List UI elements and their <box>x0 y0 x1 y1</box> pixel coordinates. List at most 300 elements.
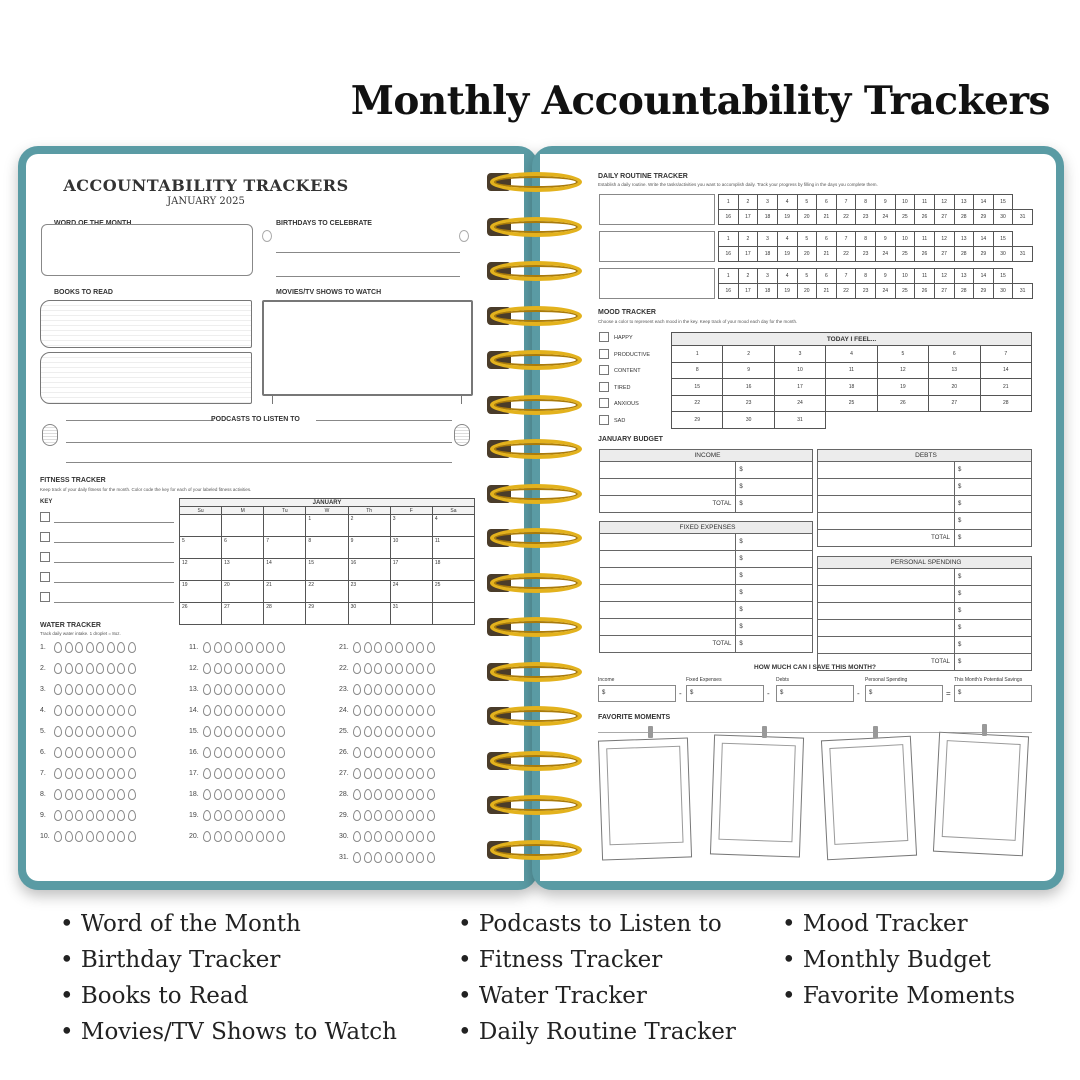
droplet-icon[interactable] <box>385 810 393 821</box>
save-input[interactable]: $ <box>776 685 854 702</box>
calendar-day[interactable]: 12 <box>180 559 222 581</box>
droplet-icon[interactable] <box>117 747 125 758</box>
droplet-icon[interactable] <box>406 810 414 821</box>
droplet-icon[interactable] <box>266 663 274 674</box>
droplet-icon[interactable] <box>117 705 125 716</box>
routine-day-cell[interactable]: 20 <box>797 284 817 299</box>
droplet-icon[interactable] <box>364 831 372 842</box>
budget-table[interactable] <box>599 521 813 653</box>
droplet-icon[interactable] <box>353 768 361 779</box>
droplet-icon[interactable] <box>427 831 435 842</box>
mood-day-cell[interactable]: 28 <box>980 395 1031 412</box>
droplet-icon[interactable] <box>266 726 274 737</box>
budget-item-cell[interactable] <box>818 620 955 637</box>
calendar-day[interactable]: 14 <box>264 559 306 581</box>
droplet-icon[interactable] <box>128 768 136 779</box>
droplet-icon[interactable] <box>65 747 73 758</box>
droplet-icon[interactable] <box>54 726 62 737</box>
droplet-icon[interactable] <box>374 642 382 653</box>
droplet-icon[interactable] <box>128 726 136 737</box>
droplet-icon[interactable] <box>235 684 243 695</box>
droplet-icon[interactable] <box>86 663 94 674</box>
droplet-icon[interactable] <box>256 789 264 800</box>
mood-day-cell[interactable]: 11 <box>826 362 877 379</box>
droplet-icon[interactable] <box>75 642 83 653</box>
droplet-icon[interactable] <box>107 747 115 758</box>
droplet-icon[interactable] <box>96 642 104 653</box>
droplet-icon[interactable] <box>353 663 361 674</box>
budget-amount-cell[interactable]: $ <box>954 603 1031 620</box>
droplet-icon[interactable] <box>385 768 393 779</box>
droplet-icon[interactable] <box>353 747 361 758</box>
save-input[interactable]: $ <box>686 685 764 702</box>
routine-day-cell[interactable]: 10 <box>895 232 915 247</box>
droplet-icon[interactable] <box>214 768 222 779</box>
droplet-icon[interactable] <box>385 852 393 863</box>
droplet-icon[interactable] <box>256 684 264 695</box>
routine-day-cell[interactable]: 14 <box>974 195 994 210</box>
droplet-icon[interactable] <box>374 726 382 737</box>
routine-day-cell[interactable]: 26 <box>915 284 935 299</box>
mood-day-cell[interactable]: 16 <box>723 379 774 396</box>
droplet-icon[interactable] <box>266 789 274 800</box>
calendar-day[interactable]: 7 <box>264 537 306 559</box>
mood-color-box[interactable] <box>599 332 609 342</box>
droplet-icon[interactable] <box>277 831 285 842</box>
droplet-icon[interactable] <box>364 768 372 779</box>
droplet-icon[interactable] <box>416 831 424 842</box>
calendar-day[interactable]: 13 <box>222 559 264 581</box>
droplet-icon[interactable] <box>128 831 136 842</box>
droplet-icon[interactable] <box>65 831 73 842</box>
droplet-icon[interactable] <box>75 810 83 821</box>
droplet-icon[interactable] <box>65 642 73 653</box>
droplet-icon[interactable] <box>54 642 62 653</box>
routine-day-cell[interactable]: 28 <box>954 284 974 299</box>
calendar-day[interactable]: 1 <box>306 515 348 537</box>
routine-day-cell[interactable]: 22 <box>836 210 856 225</box>
mood-day-cell[interactable]: 14 <box>980 362 1031 379</box>
routine-day-cell[interactable]: 31 <box>1013 284 1033 299</box>
droplet-icon[interactable] <box>374 663 382 674</box>
droplet-icon[interactable] <box>395 663 403 674</box>
routine-day-cell[interactable]: 16 <box>719 210 739 225</box>
droplet-icon[interactable] <box>86 726 94 737</box>
mood-day-cell[interactable]: 1 <box>672 346 723 363</box>
budget-amount-cell[interactable]: $ <box>954 586 1031 603</box>
droplet-icon[interactable] <box>54 831 62 842</box>
droplet-icon[interactable] <box>214 705 222 716</box>
droplet-icon[interactable] <box>96 747 104 758</box>
mood-day-cell[interactable]: 30 <box>723 412 774 429</box>
budget-amount-cell[interactable]: $ <box>954 496 1031 513</box>
routine-day-cell[interactable]: 18 <box>758 247 778 262</box>
routine-day-cell[interactable]: 20 <box>797 247 817 262</box>
droplet-icon[interactable] <box>54 684 62 695</box>
budget-amount-cell[interactable]: $ <box>736 479 813 496</box>
mood-day-cell[interactable]: 23 <box>723 395 774 412</box>
droplet-icon[interactable] <box>427 789 435 800</box>
routine-day-cell[interactable]: 2 <box>738 269 758 284</box>
droplet-icon[interactable] <box>96 789 104 800</box>
mood-day-cell[interactable] <box>877 412 928 429</box>
droplet-icon[interactable] <box>128 810 136 821</box>
droplet-icon[interactable] <box>266 684 274 695</box>
droplet-icon[interactable] <box>374 705 382 716</box>
routine-day-cell[interactable]: 31 <box>1013 247 1033 262</box>
droplet-icon[interactable] <box>75 831 83 842</box>
calendar-day[interactable]: 21 <box>264 581 306 603</box>
routine-day-cell[interactable]: 4 <box>777 195 797 210</box>
mood-day-cell[interactable]: 12 <box>877 362 928 379</box>
droplet-icon[interactable] <box>235 768 243 779</box>
droplet-icon[interactable] <box>203 684 211 695</box>
droplet-icon[interactable] <box>364 684 372 695</box>
mood-day-cell[interactable]: 21 <box>980 379 1031 396</box>
mood-day-cell[interactable] <box>929 412 980 429</box>
mood-day-cell[interactable]: 20 <box>929 379 980 396</box>
routine-day-cell[interactable]: 1 <box>719 269 739 284</box>
routine-day-cell[interactable]: 13 <box>954 195 974 210</box>
word-of-month-box[interactable] <box>41 224 253 276</box>
calendar-day[interactable]: 30 <box>348 603 390 625</box>
routine-day-cell[interactable]: 6 <box>817 232 837 247</box>
droplet-icon[interactable] <box>235 726 243 737</box>
routine-day-cell[interactable]: 23 <box>856 284 876 299</box>
routine-day-cell[interactable]: 13 <box>954 269 974 284</box>
droplet-icon[interactable] <box>65 726 73 737</box>
droplet-icon[interactable] <box>75 705 83 716</box>
mood-color-box[interactable] <box>599 398 609 408</box>
droplet-icon[interactable] <box>416 684 424 695</box>
droplet-icon[interactable] <box>54 810 62 821</box>
routine-day-cell[interactable]: 25 <box>895 284 915 299</box>
droplet-icon[interactable] <box>214 810 222 821</box>
routine-day-cell[interactable]: 7 <box>836 195 856 210</box>
droplet-icon[interactable] <box>107 642 115 653</box>
routine-day-cell[interactable]: 8 <box>856 195 876 210</box>
droplet-icon[interactable] <box>224 747 232 758</box>
droplet-icon[interactable] <box>353 684 361 695</box>
droplet-icon[interactable] <box>86 705 94 716</box>
droplet-icon[interactable] <box>374 789 382 800</box>
routine-day-cell[interactable]: 21 <box>817 247 837 262</box>
routine-day-cell[interactable]: 27 <box>934 284 954 299</box>
routine-day-cell[interactable]: 19 <box>777 284 797 299</box>
droplet-icon[interactable] <box>235 810 243 821</box>
routine-day-cell[interactable]: 4 <box>777 232 797 247</box>
droplet-icon[interactable] <box>364 852 372 863</box>
mood-day-cell[interactable]: 7 <box>980 346 1031 363</box>
key-checkbox[interactable] <box>40 572 50 582</box>
routine-day-cell[interactable]: 13 <box>954 232 974 247</box>
droplet-icon[interactable] <box>256 747 264 758</box>
droplet-icon[interactable] <box>406 684 414 695</box>
droplet-icon[interactable] <box>235 663 243 674</box>
routine-day-cell[interactable]: 7 <box>836 269 856 284</box>
droplet-icon[interactable] <box>374 747 382 758</box>
droplet-icon[interactable] <box>406 789 414 800</box>
calendar-day[interactable]: 15 <box>306 559 348 581</box>
droplet-icon[interactable] <box>245 663 253 674</box>
droplet-icon[interactable] <box>75 789 83 800</box>
birthday-line[interactable] <box>276 252 460 253</box>
droplet-icon[interactable] <box>427 726 435 737</box>
droplet-icon[interactable] <box>374 852 382 863</box>
mood-day-cell[interactable]: 8 <box>672 362 723 379</box>
droplet-icon[interactable] <box>277 726 285 737</box>
droplet-icon[interactable] <box>128 789 136 800</box>
droplet-icon[interactable] <box>353 810 361 821</box>
droplet-icon[interactable] <box>266 831 274 842</box>
droplet-icon[interactable] <box>385 747 393 758</box>
mood-day-cell[interactable]: 2 <box>723 346 774 363</box>
droplet-icon[interactable] <box>86 747 94 758</box>
routine-day-cell[interactable]: 11 <box>915 269 935 284</box>
calendar-day[interactable]: 31 <box>390 603 432 625</box>
routine-day-cell[interactable]: 6 <box>817 269 837 284</box>
droplet-icon[interactable] <box>128 705 136 716</box>
mood-color-box[interactable] <box>599 382 609 392</box>
droplet-icon[interactable] <box>86 642 94 653</box>
droplet-icon[interactable] <box>416 642 424 653</box>
calendar-day[interactable]: 2 <box>348 515 390 537</box>
droplet-icon[interactable] <box>117 768 125 779</box>
droplet-icon[interactable] <box>395 789 403 800</box>
photo-frame[interactable] <box>933 732 1029 857</box>
routine-day-cell[interactable]: 6 <box>817 195 837 210</box>
podcast-line[interactable] <box>66 442 452 443</box>
droplet-icon[interactable] <box>266 810 274 821</box>
calendar-day[interactable]: 3 <box>390 515 432 537</box>
droplet-icon[interactable] <box>117 831 125 842</box>
droplet-icon[interactable] <box>277 789 285 800</box>
droplet-icon[interactable] <box>65 810 73 821</box>
photo-frame[interactable] <box>598 737 692 860</box>
droplet-icon[interactable] <box>395 831 403 842</box>
mood-day-cell[interactable]: 24 <box>774 395 825 412</box>
droplet-icon[interactable] <box>75 747 83 758</box>
routine-task-box[interactable] <box>599 194 715 225</box>
droplet-icon[interactable] <box>224 642 232 653</box>
mood-day-cell[interactable] <box>826 412 877 429</box>
droplet-icon[interactable] <box>107 684 115 695</box>
droplet-icon[interactable] <box>65 768 73 779</box>
routine-day-cell[interactable]: 18 <box>758 284 778 299</box>
routine-day-cell[interactable]: 5 <box>797 269 817 284</box>
routine-day-cell[interactable]: 16 <box>719 247 739 262</box>
droplet-icon[interactable] <box>385 831 393 842</box>
droplet-icon[interactable] <box>364 726 372 737</box>
routine-day-cell[interactable]: 12 <box>934 232 954 247</box>
droplet-icon[interactable] <box>427 705 435 716</box>
calendar-day[interactable]: 19 <box>180 581 222 603</box>
routine-day-cell[interactable]: 1 <box>719 232 739 247</box>
routine-day-cell[interactable]: 11 <box>915 195 935 210</box>
mood-day-cell[interactable]: 31 <box>774 412 825 429</box>
droplet-icon[interactable] <box>385 663 393 674</box>
save-input[interactable]: $ <box>598 685 676 702</box>
routine-day-cell[interactable]: 31 <box>1013 210 1033 225</box>
routine-day-cell[interactable]: 9 <box>876 269 896 284</box>
droplet-icon[interactable] <box>75 726 83 737</box>
photo-frame[interactable] <box>821 736 917 861</box>
routine-day-grid[interactable] <box>718 231 1033 262</box>
droplet-icon[interactable] <box>235 705 243 716</box>
routine-day-cell[interactable]: 29 <box>974 247 994 262</box>
calendar-day[interactable]: 27 <box>222 603 264 625</box>
budget-amount-cell[interactable]: $ <box>736 534 813 551</box>
droplet-icon[interactable] <box>107 810 115 821</box>
droplet-icon[interactable] <box>117 789 125 800</box>
droplet-icon[interactable] <box>203 663 211 674</box>
droplet-icon[interactable] <box>256 705 264 716</box>
droplet-icon[interactable] <box>256 768 264 779</box>
mood-color-box[interactable] <box>599 365 609 375</box>
droplet-icon[interactable] <box>117 726 125 737</box>
mood-day-cell[interactable]: 22 <box>672 395 723 412</box>
droplet-icon[interactable] <box>75 768 83 779</box>
budget-item-cell[interactable] <box>818 569 955 586</box>
routine-day-cell[interactable]: 1 <box>719 195 739 210</box>
droplet-icon[interactable] <box>224 831 232 842</box>
droplet-icon[interactable] <box>214 684 222 695</box>
droplet-icon[interactable] <box>256 663 264 674</box>
routine-day-cell[interactable]: 18 <box>758 210 778 225</box>
key-checkbox[interactable] <box>40 532 50 542</box>
droplet-icon[interactable] <box>427 852 435 863</box>
droplet-icon[interactable] <box>214 726 222 737</box>
droplet-icon[interactable] <box>224 663 232 674</box>
droplet-icon[interactable] <box>245 642 253 653</box>
droplet-icon[interactable] <box>395 642 403 653</box>
droplet-icon[interactable] <box>406 705 414 716</box>
droplet-icon[interactable] <box>107 726 115 737</box>
mood-color-box[interactable] <box>599 415 609 425</box>
mood-day-cell[interactable]: 25 <box>826 395 877 412</box>
key-checkbox[interactable] <box>40 552 50 562</box>
droplet-icon[interactable] <box>96 663 104 674</box>
calendar-day[interactable]: 20 <box>222 581 264 603</box>
routine-day-cell[interactable]: 3 <box>758 232 778 247</box>
droplet-icon[interactable] <box>427 684 435 695</box>
routine-day-cell[interactable]: 12 <box>934 195 954 210</box>
droplet-icon[interactable] <box>416 789 424 800</box>
droplet-icon[interactable] <box>374 831 382 842</box>
droplet-icon[interactable] <box>107 831 115 842</box>
droplet-icon[interactable] <box>75 663 83 674</box>
droplet-icon[interactable] <box>385 705 393 716</box>
droplet-icon[interactable] <box>128 663 136 674</box>
calendar-day[interactable]: 8 <box>306 537 348 559</box>
droplet-icon[interactable] <box>277 747 285 758</box>
droplet-icon[interactable] <box>245 768 253 779</box>
droplet-icon[interactable] <box>203 747 211 758</box>
budget-amount-cell[interactable]: $ <box>736 551 813 568</box>
droplet-icon[interactable] <box>266 642 274 653</box>
droplet-icon[interactable] <box>224 705 232 716</box>
droplet-icon[interactable] <box>54 768 62 779</box>
calendar-day[interactable]: 26 <box>180 603 222 625</box>
calendar-day[interactable] <box>432 603 474 625</box>
mood-day-cell[interactable]: 17 <box>774 379 825 396</box>
droplet-icon[interactable] <box>353 726 361 737</box>
droplet-icon[interactable] <box>65 663 73 674</box>
photo-frame[interactable] <box>710 734 804 857</box>
routine-day-cell[interactable]: 29 <box>974 210 994 225</box>
droplet-icon[interactable] <box>416 705 424 716</box>
droplet-icon[interactable] <box>406 831 414 842</box>
mood-day-cell[interactable]: 4 <box>826 346 877 363</box>
droplet-icon[interactable] <box>395 768 403 779</box>
droplet-icon[interactable] <box>416 663 424 674</box>
mood-day-cell[interactable]: 9 <box>723 362 774 379</box>
droplet-icon[interactable] <box>96 726 104 737</box>
mood-day-cell[interactable]: 13 <box>929 362 980 379</box>
droplet-icon[interactable] <box>277 642 285 653</box>
routine-day-cell[interactable]: 20 <box>797 210 817 225</box>
droplet-icon[interactable] <box>364 789 372 800</box>
droplet-icon[interactable] <box>96 831 104 842</box>
budget-amount-cell[interactable]: $ <box>736 619 813 636</box>
droplet-icon[interactable] <box>256 726 264 737</box>
droplet-icon[interactable] <box>277 810 285 821</box>
routine-day-grid[interactable] <box>718 268 1033 299</box>
calendar-day[interactable]: 16 <box>348 559 390 581</box>
droplet-icon[interactable] <box>266 705 274 716</box>
calendar-day[interactable]: 9 <box>348 537 390 559</box>
calendar-day[interactable]: 25 <box>432 581 474 603</box>
droplet-icon[interactable] <box>364 663 372 674</box>
budget-total-cell[interactable]: $ <box>954 654 1031 671</box>
budget-total-cell[interactable]: $ <box>736 496 813 513</box>
droplet-icon[interactable] <box>364 642 372 653</box>
droplet-icon[interactable] <box>54 789 62 800</box>
budget-amount-cell[interactable]: $ <box>736 585 813 602</box>
droplet-icon[interactable] <box>374 810 382 821</box>
budget-item-cell[interactable] <box>818 513 955 530</box>
routine-task-box[interactable] <box>599 268 715 299</box>
routine-day-cell[interactable]: 14 <box>974 269 994 284</box>
budget-item-cell[interactable] <box>818 496 955 513</box>
key-checkbox[interactable] <box>40 512 50 522</box>
routine-day-cell[interactable]: 4 <box>777 269 797 284</box>
droplet-icon[interactable] <box>203 810 211 821</box>
droplet-icon[interactable] <box>374 684 382 695</box>
droplet-icon[interactable] <box>416 747 424 758</box>
mood-day-cell[interactable]: 5 <box>877 346 928 363</box>
save-input[interactable]: $ <box>954 685 1032 702</box>
droplet-icon[interactable] <box>416 810 424 821</box>
droplet-icon[interactable] <box>427 663 435 674</box>
fitness-calendar[interactable] <box>179 498 475 625</box>
droplet-icon[interactable] <box>96 768 104 779</box>
routine-day-cell[interactable]: 30 <box>993 284 1013 299</box>
droplet-icon[interactable] <box>395 684 403 695</box>
routine-day-cell[interactable]: 3 <box>758 195 778 210</box>
budget-item-cell[interactable] <box>600 462 736 479</box>
routine-task-box[interactable] <box>599 231 715 262</box>
budget-amount-cell[interactable]: $ <box>954 637 1031 654</box>
routine-day-cell[interactable]: 8 <box>856 269 876 284</box>
calendar-day[interactable] <box>264 515 306 537</box>
budget-total-cell[interactable]: $ <box>954 530 1031 547</box>
droplet-icon[interactable] <box>427 810 435 821</box>
mood-day-cell[interactable]: 19 <box>877 379 928 396</box>
save-input[interactable]: $ <box>865 685 943 702</box>
calendar-day[interactable]: 6 <box>222 537 264 559</box>
droplet-icon[interactable] <box>406 726 414 737</box>
